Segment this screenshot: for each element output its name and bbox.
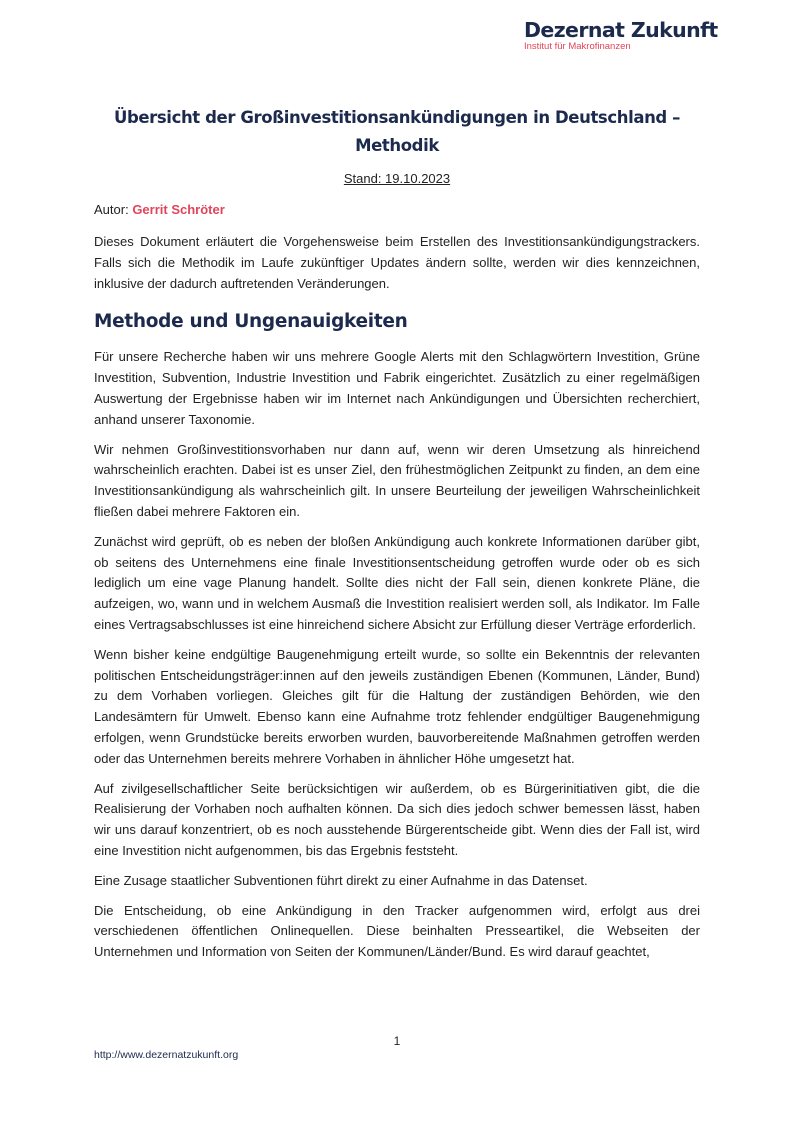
body-paragraph: Eine Zusage staatlicher Subventionen führt direkt zu einer Aufnahme in das Datenset. [94, 872, 588, 888]
body-paragraph: Auf zivilgesellschaftlicher Seite berücksichtigen wir außerdem, ob es Bürgerinitiativen gibt, die die Realisierung der Vorhaben noch aufhalten können. Da sich dies jedoch schwer bemessen lässt, haben wir uns darauf konzentriert, ob es noch ausstehende Bürgerentscheide gibt. Wenn dies der Fall ist, wird eine Investition nicht aufgenommen, bis das Ergebnis feststeht. [94, 780, 700, 858]
author-name: Gerrit Schröter [132, 202, 225, 217]
logo-subtitle: Institut für Makrofinanzen [524, 41, 631, 52]
logo-name: Dezernat Zukunft [524, 18, 718, 42]
body-paragraph: Die Entscheidung, ob eine Ankündigung in den Tracker aufgenommen wird, erfolgt aus drei verschiedenen öffentlichen Onlinequellen. Diese beinhalten Presseartikel, die Webseiten der Unternehmen und Information von Seiten der Kommunen/Länder/Bund. Es wird darauf geachtet, [94, 902, 700, 960]
section-heading: Methode und Ungenauigkeiten [94, 311, 408, 333]
document-body [94, 232, 700, 972]
document-title: Übersicht der Großinvestitionsankündigungen in Deutschland – Methodik [113, 108, 681, 155]
page-number: 1 [393, 1034, 401, 1048]
intro-paragraph: Dieses Dokument erläutert die Vorgehensweise beim Erstellen des Investitionsankündigungstrackers. Falls sich die Methodik im Laufe zukünftiger Updates ändern sollte, werden wir dies kennzeichnen, inklusive der dadurch auftretenden Veränderungen. [94, 234, 700, 291]
body-paragraph: Zunächst wird geprüft, ob es neben der bloßen Ankündigung auch konkrete Informationen darüber gibt, ob seitens des Unternehmens eine finale Investitionsentscheidung getroffen wurde oder ob es sich lediglich um eine vage Planung handelt. Sollte dies nicht der Fall sein, dienen konkrete Pläne, die aufzeigen, wo, wann und in welchem Ausmaß die Investition realisiert werden soll, als Indikator. Im Falle eines Vertragsabschlusses ist eine hinreichend sichere Absicht zur Erfüllung dieser Verträge erforderlich. [94, 533, 700, 632]
body-paragraph: Wir nehmen Großinvestitionsvorhaben nur dann auf, wenn wir deren Umsetzung als hinreichend wahrscheinlich erachten. Dabei ist es unser Ziel, den frühestmöglichen Zeitpunkt zu finden, an dem eine Investitionsankündigung als wahrscheinlich gilt. In unsere Beurteilung der jeweiligen Wahrscheinlichkeit fließen dabei mehrere Faktoren ein. [94, 441, 700, 519]
logo [524, 18, 724, 52]
date-text: Stand: 19.10.2023 [343, 171, 451, 186]
author-line [94, 202, 225, 217]
author-label: Autor: [94, 202, 129, 217]
body-paragraph: Für unsere Recherche haben wir uns mehrere Google Alerts mit den Schlagwörtern Investition, Grüne Investition, Subvention, Industrie Investition und Fabrik eingerichtet. Zusätzlich zu einer regelmäßigen Auswertung der Ergebnisse haben wir im Internet nach Ankündigungen und Übersichten recherchiert, anhand unserer Taxonomie. [94, 349, 700, 427]
footer-url[interactable]: http://www.dezernatzukunft.org [94, 1049, 239, 1061]
document-date [94, 171, 700, 186]
body-paragraph: Wenn bisher keine endgültige Baugenehmigung erteilt wurde, so sollte ein Bekenntnis der relevanten politischen Entscheidungsträger:innen auf den jeweils zuständigen Ebenen (Kommunen, Länder, Bund) zu dem Vorhaben vorliegen. Gleiches gilt für die Haltung der zuständigen Behörden, wie den Landesämtern für Umwelt. Ebenso kann eine Aufnahme trotz fehlender endgültiger Baugenehmigung erfolgen, wenn Grundstücke bereits erworben wurden, bauvorbereitende Maßnahmen getroffen werden oder das Unternehmen bereits mehrere Vorhaben in ähnlicher Höhe umgesetzt hat. [94, 646, 700, 766]
